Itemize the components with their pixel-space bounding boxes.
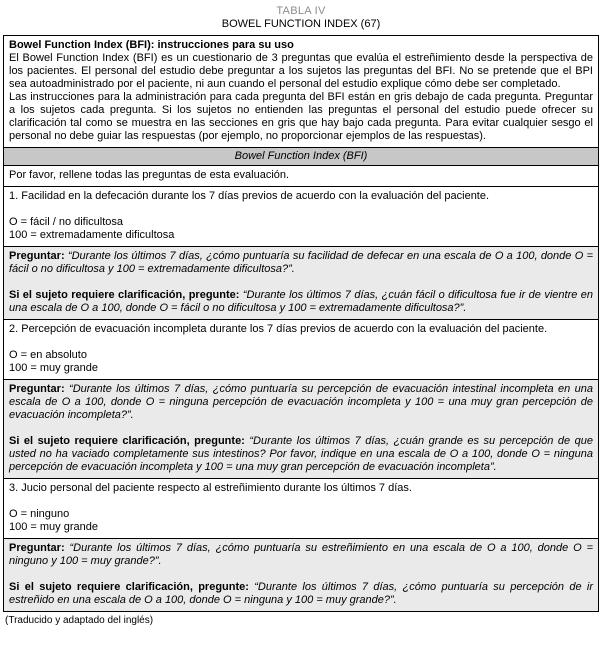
- footnote: (Traducido y adaptado del inglés): [5, 615, 154, 626]
- question-3-scale-low: O = ninguno: [9, 508, 70, 520]
- question-1-ask-label: Preguntar:: [9, 250, 65, 262]
- question-2-row: [4, 320, 598, 380]
- question-2-ask-label: Preguntar:: [9, 383, 65, 395]
- question-1-ask-text: “Durante los últimos 7 días, ¿cómo puntuaría su facilidad de defecar en una escala de O a 100, donde O = fácil o no dificultosa y 100 = extremadamente dificultosa?”.: [9, 250, 593, 275]
- question-3-ask: [9, 542, 593, 568]
- intro-row: [4, 36, 598, 148]
- question-3-clarify: [9, 581, 593, 607]
- question-2-clarify: [9, 435, 593, 474]
- question-3-row: [4, 479, 598, 539]
- question-2-ask: [9, 383, 593, 422]
- intro-paragraph-1: El Bowel Function Index (BFI) es un cuestionario de 3 preguntas que evalúa el estreñimiento desde la perspectiva de los pacientes. El personal del estudio debe preguntar a los sujetos las preguntas del BFI. No se pretende que el BPI sea autoadministrado por el paciente, ni aun cuando el personal del estudio explique cómo debe ser completado.: [9, 52, 593, 90]
- question-1-scale-low: O = fácil / no dificultosa: [9, 216, 124, 228]
- fill-note: Por favor, rellene todas las preguntas de esta evaluación.: [9, 169, 290, 181]
- bfi-band-title: Bowel Function Index (BFI): [234, 150, 368, 162]
- question-1-clarify-label: Si el sujeto requiere clarificación, pregunte:: [9, 289, 240, 301]
- question-1-row: [4, 187, 598, 247]
- question-2-instructions-row: [4, 380, 598, 479]
- question-1-text: 1. Facilidad en la defecación durante los 7 días previos de acuerdo con la evaluación del paciente.: [9, 190, 490, 202]
- question-2-ask-text: “Durante los últimos 7 días, ¿cómo puntuaría su percepción de evacuación intestinal incompleta en una escala de O a 100, donde O = ninguna percepción de evacuación incompleta y 100 = una muy gran percepción de evacuación incompleta?”.: [9, 383, 593, 421]
- question-3-ask-text: “Durante los últimos 7 días, ¿cómo puntuaría su estreñimiento en una escala de O a 100, donde O = ninguno y 100 = muy grande?”.: [9, 542, 594, 567]
- question-2-scale-high: 100 = muy grande: [9, 362, 98, 374]
- question-3-instructions-row: [4, 539, 598, 611]
- table-title: BOWEL FUNCTION INDEX (67): [221, 18, 381, 30]
- question-2-clarify-text: “Durante los últimos 7 días, ¿cuán grande es su percepción de que usted no ha vaciado completamente sus intestinos? Por favor, indique en una escala de O a 100, donde O = ninguna percepción de evacuación incompleta y 100 = una muy gran percepción de evacuación incompleta”.: [9, 435, 594, 473]
- question-1-ask: [9, 250, 593, 276]
- question-3-clarify-label: Si el sujeto requiere clarificación, pregunte:: [9, 581, 249, 593]
- question-3-clarify-text: “Durante los últimos 7 días, ¿cómo puntuaría su percepción de ir estreñido en una escala de O a 100, donde O = ninguna y 100 = muy grande?”.: [9, 581, 593, 606]
- question-1-clarify: [9, 289, 593, 315]
- question-1-clarify-text: “Durante los últimos 7 días, ¿cuán fácil o dificultosa fue ir de vientre en una escala de O a 100, donde O = fácil o no dificultosa y 100 = extremadamente dificultosa?”.: [9, 289, 593, 314]
- question-2-text: 2. Percepción de evacuación incompleta durante los 7 días previos de acuerdo con la evaluación del paciente.: [9, 323, 548, 335]
- table-caption: [3, 5, 599, 31]
- question-1-scale-high: 100 = extremadamente dificultosa: [9, 229, 175, 241]
- bfi-band-row: [4, 148, 598, 166]
- question-3-scale-high: 100 = muy grande: [9, 521, 98, 533]
- bfi-table: [3, 35, 599, 612]
- question-3-ask-label: Preguntar:: [9, 542, 65, 554]
- question-2-scale-low: O = en absoluto: [9, 349, 87, 361]
- question-1-instructions-row: [4, 247, 598, 320]
- question-3-text: 3. Jucio personal del paciente respecto al estreñimiento durante los últimos 7 días.: [9, 482, 412, 494]
- intro-heading: Bowel Function Index (BFI): instrucciones para su uso: [9, 39, 294, 51]
- table-number: TABLA IV: [276, 5, 326, 17]
- intro-paragraph-2: Las instrucciones para la administración para cada pregunta del BFI están en gris debajo de cada pregunta. Preguntar a los sujetos cada pregunta. Si los sujetos no entienden las preguntas el personal del estudio puede ofrecer su clarificación tal como se muestra en las secciones en gris que hay bajo cada pregunta. Para evitar cualquier sesgo el personal no debe guiar las respuestas (por ejemplo, no proporcionar ejemplos de las respuestas).: [9, 91, 593, 142]
- question-2-clarify-label: Si el sujeto requiere clarificación, pregunte:: [9, 435, 245, 447]
- fill-note-row: [4, 166, 598, 187]
